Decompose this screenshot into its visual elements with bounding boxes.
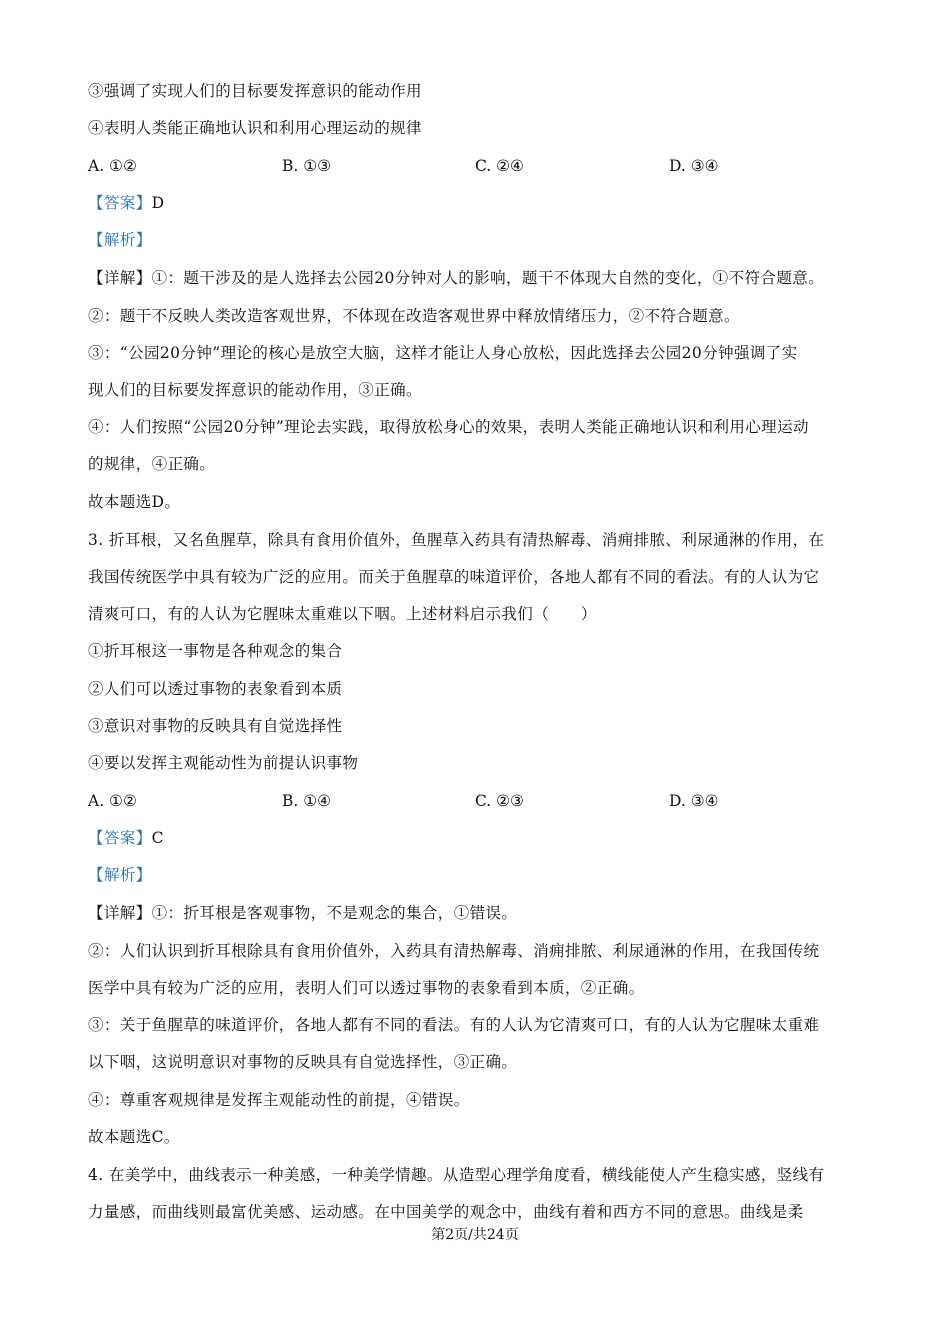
answer-line (88, 192, 164, 214)
detail-line: 医学中具有较为广泛的应用，表明人们可以透过事物的表象看到本质，②正确。 (88, 979, 645, 997)
question-stem: 清爽可口，有的人认为它腥味太重难以下咽。上述材料启示我们（ ） (88, 605, 597, 623)
option-a: A. ①② (88, 157, 137, 175)
statement-4: ④表明人类能正确地认识和利用心理运动的规律 (88, 119, 422, 137)
detail-line (88, 267, 824, 289)
question-stem: 3. 折耳根，又名鱼腥草，除具有食用价值外，鱼腥草入药具有清热解毒、消痈排脓、利尿通淋的作用，在 (88, 531, 825, 549)
question-stem: 我国传统医学中具有较为广泛的应用。而关于鱼腥草的味道评价，各地人都有不同的看法。有的人认为它 (88, 568, 820, 586)
option-b: B. ①④ (282, 792, 332, 810)
option-c: C. ②④ (475, 157, 524, 175)
question-stem: 力量感，而曲线则最富优美感、运动感。在中国美学的观念中，曲线有着和西方不同的意思。曲线是柔 (88, 1203, 804, 1221)
statement-3: ③意识对事物的反映具有自觉选择性 (88, 717, 343, 735)
answer-value: C (151, 829, 164, 847)
analysis-tag: 【解析】 (88, 231, 152, 249)
option-a: A. ①② (88, 792, 137, 810)
question-stem: 4. 在美学中，曲线表示一种美感，一种美学情趣。从造型心理学角度看，横线能使人产生稳实感，竖线有 (88, 1166, 825, 1184)
detail-line: ④：人们按照“公园20分钟”理论去实践，取得放松身心的效果，表明人类能正确地认识和利用心理运动 (88, 418, 809, 436)
detail-line (88, 902, 517, 924)
conclusion-line: 故本题选C。 (88, 1128, 180, 1146)
detail-tag: 【详解】 (88, 269, 152, 287)
detail-tag: 【详解】 (88, 904, 152, 922)
answer-tag: 【答案】 (88, 194, 152, 212)
detail-line: 的规律，④正确。 (88, 455, 216, 473)
analysis-line (88, 229, 152, 251)
option-d: D. ③④ (669, 157, 719, 175)
detail-line: ③：“公园20分钟”理论的核心是放空大脑，这样才能让人身心放松，因此选择去公园20分钟强调了实 (88, 344, 798, 362)
detail-text: ①：题干涉及的是人选择去公园20分钟对人的影响，题干不体现大自然的变化，①不符合题意。 (151, 269, 825, 287)
detail-line: ②：题干不反映人类改造客观世界，不体现在改造客观世界中释放情绪压力，②不符合题意。 (88, 307, 740, 325)
detail-line: ③：关于鱼腥草的味道评价，各地人都有不同的看法。有的人认为它清爽可口，有的人认为它腥味太重难 (88, 1016, 820, 1034)
analysis-line (88, 864, 152, 886)
statement-1: ①折耳根这一事物是各种观念的集合 (88, 642, 343, 660)
statement-4: ④要以发挥主观能动性为前提认识事物 (88, 754, 359, 772)
detail-line: ④：尊重客观规律是发挥主观能动性的前提，④错误。 (88, 1091, 470, 1109)
option-b: B. ①③ (282, 157, 332, 175)
detail-line: 现人们的目标要发挥意识的能动作用，③正确。 (88, 381, 422, 399)
answer-line (88, 827, 164, 849)
statement-3: ③强调了实现人们的目标要发挥意识的能动作用 (88, 82, 422, 100)
answer-value: D (151, 194, 165, 212)
option-c: C. ②③ (475, 792, 524, 810)
page-number: 第2页/共24页 (431, 1227, 519, 1243)
conclusion-line: 故本题选D。 (88, 493, 181, 511)
option-d: D. ③④ (669, 792, 719, 810)
detail-text: ①：折耳根是客观事物，不是观念的集合，①错误。 (151, 904, 518, 922)
answer-tag: 【答案】 (88, 829, 152, 847)
detail-line: 以下咽，这说明意识对事物的反映具有自觉选择性，③正确。 (88, 1053, 518, 1071)
statement-2: ②人们可以透过事物的表象看到本质 (88, 680, 343, 698)
detail-line: ②：人们认识到折耳根除具有食用价值外，入药具有清热解毒、消痈排脓、利尿通淋的作用，在我国传统 (88, 942, 820, 960)
analysis-tag: 【解析】 (88, 866, 152, 884)
